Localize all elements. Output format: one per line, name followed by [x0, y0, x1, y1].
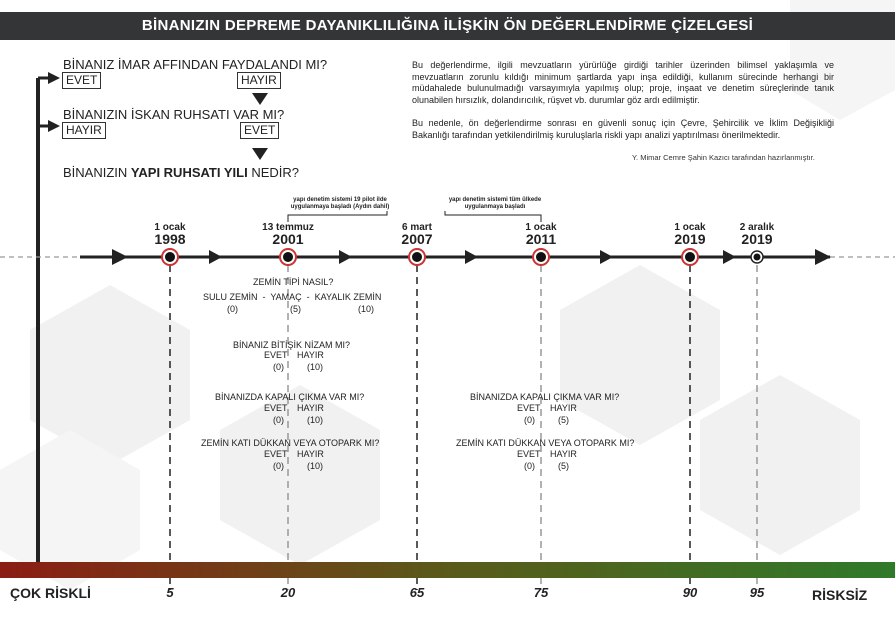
bay-window-question-2001: BİNANIZDA KAPALI ÇIKMA VAR MI?: [215, 392, 365, 402]
risk-gradient-bar: [0, 562, 895, 578]
shop-evet-2001: EVET: [264, 449, 288, 459]
shop-evet-2011: EVET: [517, 449, 541, 459]
answer-evet-permit[interactable]: EVET: [240, 122, 279, 139]
date-day-2011: 1 ocak: [525, 222, 557, 233]
note-brackets: [288, 211, 541, 222]
ground-floor-shop-question-2011: ZEMİN KATI DÜKKAN VEYA OTOPARK MI?: [456, 438, 635, 448]
q3-prefix: BİNANIZIN: [63, 165, 131, 180]
vertical-guides: [170, 265, 757, 590]
bay-hayir-2001: HAYIR: [297, 403, 324, 413]
score-label-2019b: 95: [749, 585, 765, 600]
date-year-2001: 2001: [272, 231, 304, 247]
bay-score-yes-2011: (0): [524, 415, 535, 425]
shop-hayir-2001: HAYIR: [297, 449, 324, 459]
score-label-1998: 5: [166, 585, 174, 600]
adjacent-hayir: HAYIR: [297, 350, 324, 360]
score-label-2007: 65: [409, 585, 425, 600]
note-2011-nationwide: yapı denetim sistemi tüm ülkede uygulanmaya başladı: [448, 197, 542, 210]
shop-hayir-2011: HAYIR: [550, 449, 577, 459]
shop-score-no-2011: (5): [558, 461, 569, 471]
page-title: BİNANIZIN DEPREME DAYANIKLILIĞINA İLİŞKİN ÖN DEĞERLENDİRME ÇİZELGESİ: [0, 12, 895, 40]
date-year-2011: 2011: [525, 231, 557, 247]
soil-score-slope: (5): [290, 304, 301, 314]
adjacent-evet: EVET: [264, 350, 288, 360]
date-day-1998: 1 ocak: [154, 222, 186, 233]
author-credit: Y. Mimar Cemre Şahin Kazıcı tarafından hazırlanmıştır.: [632, 153, 815, 162]
bay-score-no-2001: (10): [307, 415, 324, 425]
date-year-1998: 1998: [154, 231, 186, 247]
bay-evet-2001: EVET: [264, 403, 288, 413]
answer-evet-amnesty[interactable]: EVET: [62, 72, 101, 89]
bay-score-no-2011: (5): [558, 415, 569, 425]
date-day-2007: 6 mart: [401, 222, 432, 233]
scale-label-risk-free: RİSKSİZ: [812, 587, 868, 603]
note-2001-pilot: yapı denetim sistemi 19 pilot ilde uygulanmaya başladı (Aydın dahil): [290, 197, 390, 210]
adjacent-score-no: (10): [307, 362, 324, 372]
bay-score-yes-2001: (0): [273, 415, 284, 425]
adjacent-order-question: BİNANIZ BİTİŞİK NİZAM MI?: [233, 340, 351, 350]
soil-score-wet: (0): [227, 304, 238, 314]
shop-score-yes-2011: (0): [524, 461, 535, 471]
bay-evet-2011: EVET: [517, 403, 541, 413]
date-day-2019b: 2 aralık: [739, 222, 775, 233]
score-label-2001: 20: [280, 585, 296, 600]
q3-emphasis: YAPI RUHSATI YILI: [130, 165, 248, 180]
q3-suffix: NEDİR?: [247, 165, 299, 180]
soil-type-options: SULU ZEMİN - YAMAÇ - KAYALIK ZEMİN: [203, 292, 382, 302]
soil-score-rock: (10): [358, 304, 375, 314]
description-paragraph-1: Bu değerlendirme, ilgili mevzuatların yürürlüğe girdiği tarihler üzerinden bilimsel yaklaşımla ve mevzuatların zorunlu kıldığı minimum şartlarda yapı inşa edildiği, kullanım sürecinde herhangi bir müdahalede bulunulmadığı varsayımıyla yapılmış olup; proje, inşaat ve denetim süreçlerinde tanık olunabilen hırsızlık, dolandırıcılık, rüşvet vb. durumlar göz ardı edilmiştir.: [412, 60, 834, 105]
date-day-2019a: 1 ocak: [674, 222, 706, 233]
adjacent-score-yes: (0): [273, 362, 284, 372]
question-zoning-amnesty: BİNANIZ İMAR AFFINDAN FAYDALANDI MI?: [63, 57, 328, 72]
shop-score-yes-2001: (0): [273, 461, 284, 471]
question-occupancy-permit: BİNANIZIN İSKAN RUHSATI VAR MI?: [63, 107, 285, 122]
date-year-2019a: 2019: [674, 231, 706, 247]
scale-label-very-risky: ÇOK RİSKLİ: [10, 585, 91, 601]
description-paragraph-2: Bu nedenle, ön değerlendirme sonrası en güvenli sonuç için Çevre, Şehircilik ve İklim Değişikliği Bakanlığı tarafından yetkilendirilmiş kuruluşlarla riskli yapı analizi yaptırılması önerilmektedir.: [412, 118, 834, 140]
date-year-2007: 2007: [401, 231, 433, 247]
soil-type-question: ZEMİN TİPİ NASIL?: [253, 277, 334, 287]
bay-window-question-2011: BİNANIZDA KAPALI ÇIKMA VAR MI?: [470, 392, 620, 402]
date-year-2019b: 2019: [741, 231, 773, 247]
ground-floor-shop-question-2001: ZEMİN KATI DÜKKAN VEYA OTOPARK MI?: [201, 438, 380, 448]
bay-hayir-2011: HAYIR: [550, 403, 577, 413]
answer-hayir-permit[interactable]: HAYIR: [62, 122, 106, 139]
score-label-2011: 75: [533, 585, 549, 600]
answer-hayir-amnesty[interactable]: HAYIR: [237, 72, 281, 89]
date-day-2001: 13 temmuz: [262, 222, 314, 233]
score-label-2019a: 90: [682, 585, 698, 600]
shop-score-no-2001: (10): [307, 461, 324, 471]
